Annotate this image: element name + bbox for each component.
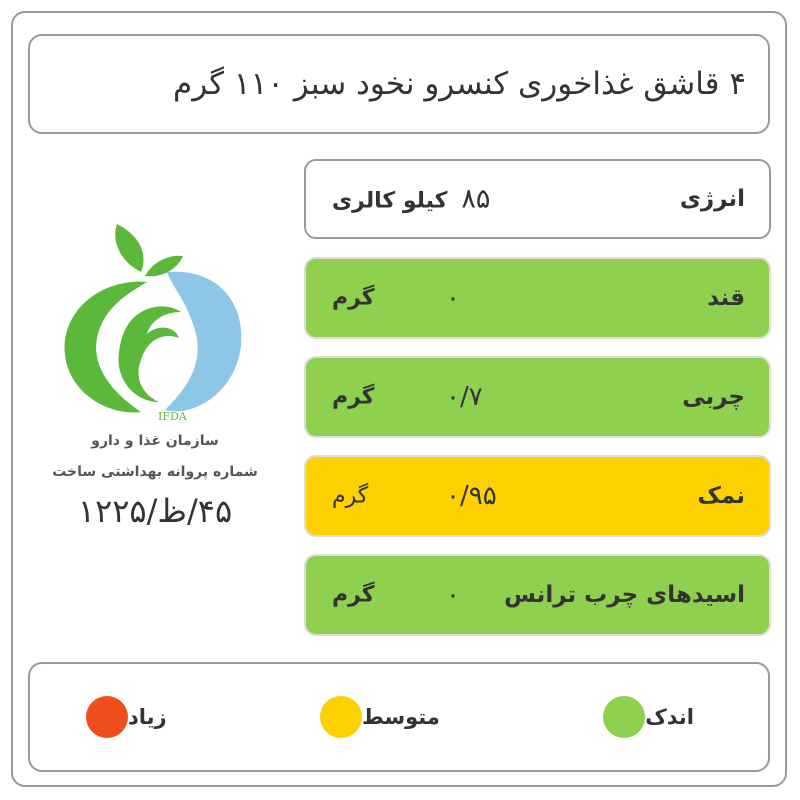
energy-unit: کیلو کالری bbox=[332, 188, 448, 214]
nutrient-unit: گرم bbox=[332, 285, 375, 311]
energy-value: ۸۵ bbox=[461, 183, 491, 215]
nutrient-row-trans-fat bbox=[304, 554, 771, 636]
nutrient-unit: گرم bbox=[332, 384, 375, 410]
red-dot-icon bbox=[86, 696, 128, 738]
product-title: ۴ قاشق غذاخوری کنسرو نخود سبز ۱۱۰ گرم bbox=[173, 66, 746, 102]
nutrient-row-salt bbox=[304, 455, 771, 537]
nutrient-label: نمک bbox=[697, 483, 745, 509]
green-dot-icon bbox=[603, 696, 645, 738]
legend-item-high bbox=[86, 696, 181, 738]
nutrient-label: چربی bbox=[682, 384, 745, 410]
product-title-box bbox=[28, 34, 770, 134]
nutrient-value: ۰ bbox=[446, 580, 460, 610]
nutrient-row-fat bbox=[304, 356, 771, 438]
nutrient-label: اسیدهای چرب ترانس bbox=[504, 582, 745, 608]
nutrient-label: قند bbox=[707, 285, 745, 311]
legend-label: زیاد bbox=[128, 705, 167, 729]
legend-label: متوسط bbox=[362, 705, 440, 729]
energy-label: انرژی bbox=[679, 186, 745, 212]
org-name: سازمان غذا و دارو bbox=[91, 433, 219, 449]
nutrient-value: ۰ bbox=[446, 283, 460, 313]
nutrient-value: ۰/۷ bbox=[446, 382, 483, 412]
license-number: ۴۵/ظ/۱۲۲۵ bbox=[77, 492, 233, 530]
energy-row bbox=[304, 159, 771, 239]
legend-item-medium bbox=[320, 696, 454, 738]
legend-label: اندک bbox=[645, 705, 694, 729]
nutrient-row-sugar bbox=[304, 257, 771, 339]
ifda-brand-text: IFDA bbox=[158, 410, 187, 423]
energy-value-group bbox=[332, 184, 490, 215]
legend-item-low bbox=[603, 696, 708, 738]
legend-box bbox=[28, 662, 770, 772]
nutrient-value: ۰/۹۵ bbox=[446, 481, 497, 511]
nutrient-unit: گرم bbox=[332, 582, 375, 608]
nutrient-unit: گرم bbox=[332, 483, 369, 509]
ifda-apple-logo-icon bbox=[55, 220, 255, 430]
yellow-dot-icon bbox=[320, 696, 362, 738]
license-label: شماره پروانه بهداشتی ساخت bbox=[52, 464, 258, 480]
